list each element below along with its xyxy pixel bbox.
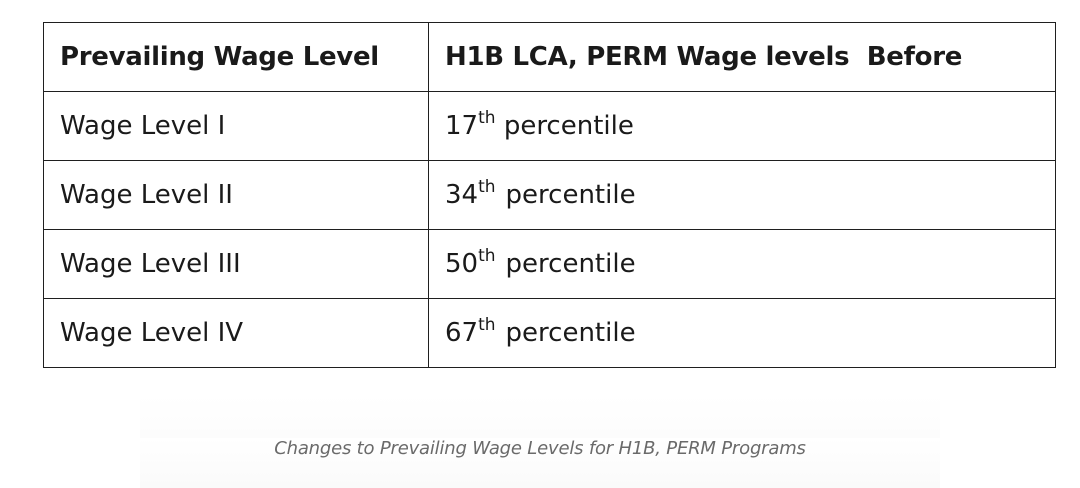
wage-level-cell: Wage Level III [44,230,429,299]
wage-level-cell: Wage Level I [44,92,429,161]
ordinal-suffix: th [478,314,496,335]
wage-level-cell: Wage Level II [44,161,429,230]
percentile-unit: percentile [505,317,636,348]
wage-level-cell: Wage Level IV [44,299,429,368]
percentile-cell [429,299,1056,368]
table-caption: Changes to Prevailing Wage Levels for H1B, PERM Programs [140,438,940,488]
percentile-unit: percentile [505,248,636,279]
percentile-unit: percentile [503,110,634,141]
percentile-number: 17 [445,110,479,141]
percentile-number: 34 [445,179,479,210]
wage-level-table-container [43,22,1055,368]
table-row [44,299,1056,368]
percentile-cell [429,230,1056,299]
ordinal-suffix: th [478,245,496,266]
ordinal-suffix: th [478,107,496,128]
percentile-unit: percentile [505,179,636,210]
percentile-cell [429,92,1056,161]
table-row [44,230,1056,299]
ordinal-suffix: th [478,176,496,197]
table-header-row [44,23,1056,92]
header-prevailing-wage-level: Prevailing Wage Level [44,23,429,92]
percentile-number: 67 [445,317,479,348]
header-h1b-perm-wage-levels: H1B LCA, PERM Wage levels Before [429,23,1056,92]
wage-level-table [43,22,1056,368]
table-row [44,161,1056,230]
percentile-cell [429,161,1056,230]
table-row [44,92,1056,161]
percentile-number: 50 [445,248,479,279]
